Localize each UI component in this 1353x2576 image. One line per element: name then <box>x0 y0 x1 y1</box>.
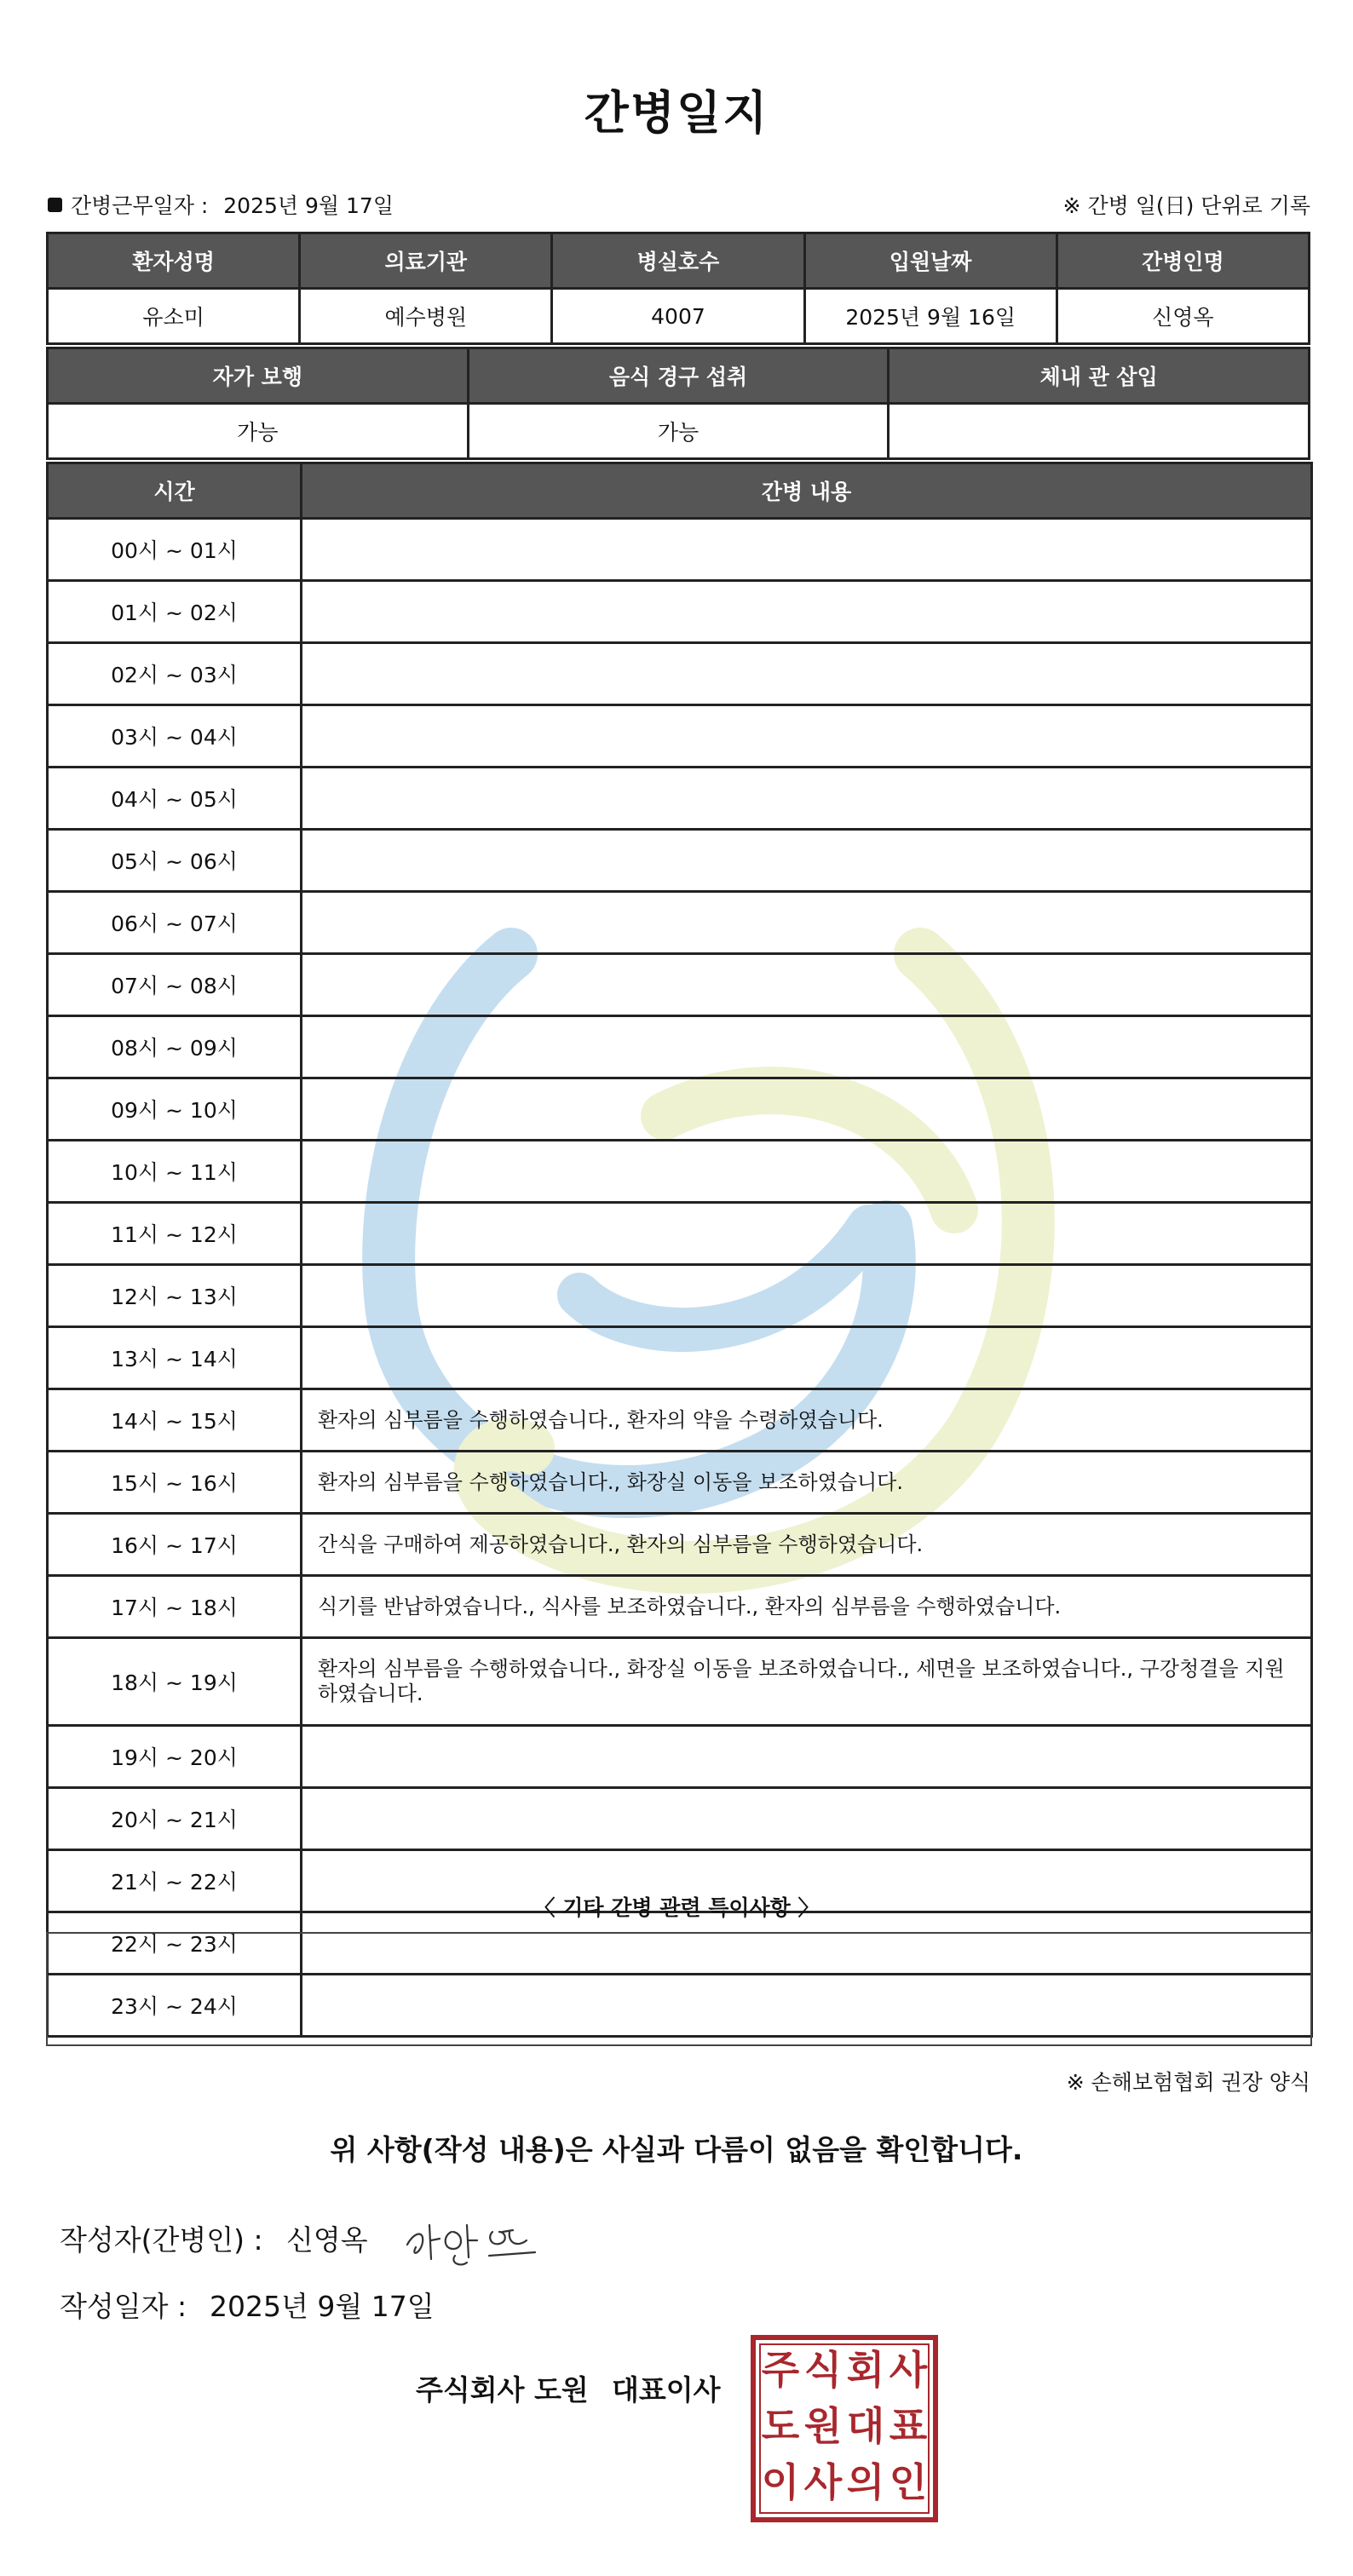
seal-character: 이 <box>761 2459 800 2505</box>
work-date-value: 2025년 9월 17일 <box>223 193 394 218</box>
log-row <box>48 643 1312 705</box>
oral-intake-value: 가능 <box>468 404 889 459</box>
log-row <box>48 1078 1312 1141</box>
log-row <box>48 1141 1312 1203</box>
remarks-box <box>46 1932 1312 2046</box>
seal-character: 의 <box>846 2459 885 2505</box>
log-time: 08시 ~ 09시 <box>48 1016 302 1078</box>
representative-title: 대표이사 <box>612 2373 721 2406</box>
log-content <box>302 1788 1312 1850</box>
log-time: 17시 ~ 18시 <box>48 1576 302 1638</box>
seal-character: 대 <box>846 2403 885 2449</box>
admission-date: 2025년 9월 16일 <box>804 289 1056 344</box>
daily-record-note: ※ 간병 일(日) 단위로 기록 <box>1062 193 1310 218</box>
log-row <box>48 1265 1312 1327</box>
handwritten-signature <box>399 2206 552 2274</box>
log-row <box>48 830 1312 892</box>
log-content <box>302 705 1312 768</box>
log-content: 환자의 심부름을 수행하였습니다., 화장실 이동을 보조하였습니다., 세면을 보조하였습니다., 구강청결을 지원하였습니다. <box>302 1638 1312 1726</box>
log-row <box>48 1452 1312 1514</box>
log-content <box>302 892 1312 954</box>
log-time: 14시 ~ 15시 <box>48 1389 302 1452</box>
seal-character: 원 <box>803 2403 843 2449</box>
care-log-table <box>46 462 1313 2038</box>
log-content <box>302 1726 1312 1788</box>
caregiver-name: 신영옥 <box>1056 289 1309 344</box>
log-content: 환자의 심부름을 수행하였습니다., 화장실 이동을 보조하였습니다. <box>302 1452 1312 1514</box>
log-row <box>48 1638 1312 1726</box>
log-time: 01시 ~ 02시 <box>48 581 302 643</box>
log-time: 09시 ~ 10시 <box>48 1078 302 1141</box>
log-content: 환자의 심부름을 수행하였습니다., 환자의 약을 수령하였습니다. <box>302 1389 1312 1452</box>
room-number: 4007 <box>552 289 804 344</box>
header-care-content: 간병 내용 <box>302 463 1312 519</box>
work-date-label: 간병근무일자 : <box>71 193 209 218</box>
log-time: 13시 ~ 14시 <box>48 1327 302 1389</box>
log-time: 19시 ~ 20시 <box>48 1726 302 1788</box>
log-row <box>48 1576 1312 1638</box>
seal-character: 주 <box>761 2347 800 2393</box>
log-content <box>302 1016 1312 1078</box>
log-time: 03시 ~ 04시 <box>48 705 302 768</box>
log-time: 02시 ~ 03시 <box>48 643 302 705</box>
log-row <box>48 519 1312 581</box>
header-caregiver-name: 간병인명 <box>1056 233 1309 289</box>
log-row <box>48 705 1312 768</box>
log-time: 21시 ~ 22시 <box>48 1850 302 1912</box>
header-self-walking: 자가 보행 <box>48 348 469 404</box>
log-content <box>302 954 1312 1016</box>
remarks-title: 〈 기타 간병 관련 특이사항 〉 <box>533 1895 820 1920</box>
log-content <box>302 1265 1312 1327</box>
log-time: 11시 ~ 12시 <box>48 1203 302 1265</box>
header-tube-insertion: 체내 관 삽입 <box>889 348 1310 404</box>
log-content <box>302 1078 1312 1141</box>
header-admission-date: 입원날짜 <box>804 233 1056 289</box>
header-oral-intake: 음식 경구 섭취 <box>468 348 889 404</box>
log-content <box>302 581 1312 643</box>
log-time: 18시 ~ 19시 <box>48 1638 302 1726</box>
log-content <box>302 1203 1312 1265</box>
header-hospital: 의료기관 <box>300 233 552 289</box>
seal-character: 표 <box>889 2403 928 2449</box>
seal-character: 사 <box>889 2347 928 2393</box>
page-title: 간병일지 <box>584 86 769 140</box>
log-time: 23시 ~ 24시 <box>48 1975 302 2037</box>
log-row <box>48 768 1312 830</box>
log-row <box>48 892 1312 954</box>
log-time: 12시 ~ 13시 <box>48 1265 302 1327</box>
log-row <box>48 1327 1312 1389</box>
bullet-square-icon <box>48 198 62 212</box>
patient-name: 유소미 <box>48 289 300 344</box>
log-time: 15시 ~ 16시 <box>48 1452 302 1514</box>
seal-character: 식 <box>803 2347 843 2393</box>
log-content <box>302 643 1312 705</box>
log-row <box>48 1016 1312 1078</box>
self-walking-value: 가능 <box>48 404 469 459</box>
patient-status-table <box>46 347 1310 460</box>
log-time: 07시 ~ 08시 <box>48 954 302 1016</box>
written-date-value: 2025년 9월 17일 <box>210 2290 435 2323</box>
log-row <box>48 1389 1312 1452</box>
confirmation-statement: 위 사항(작성 내용)은 사실과 다름이 없음을 확인합니다. <box>330 2133 1023 2166</box>
company-name: 주식회사 도원 <box>416 2373 589 2406</box>
log-content: 식기를 반납하였습니다., 식사를 보조하였습니다., 환자의 심부름을 수행하였습니다. <box>302 1576 1312 1638</box>
hospital: 예수병원 <box>300 289 552 344</box>
log-row <box>48 1726 1312 1788</box>
log-row <box>48 954 1312 1016</box>
log-time: 00시 ~ 01시 <box>48 519 302 581</box>
writer-name: 신영옥 <box>286 2223 368 2257</box>
header-time: 시간 <box>48 463 302 519</box>
work-date <box>48 189 394 220</box>
seal-character: 도 <box>761 2403 800 2449</box>
log-time: 22시 ~ 23시 <box>48 1912 302 1975</box>
seal-character: 인 <box>889 2459 928 2505</box>
writer-label: 작성자(간병인) : <box>60 2223 263 2257</box>
seal-character: 사 <box>803 2459 843 2505</box>
seal-character: 회 <box>846 2347 885 2393</box>
log-time: 10시 ~ 11시 <box>48 1141 302 1203</box>
patient-info-table <box>46 232 1310 345</box>
log-time: 16시 ~ 17시 <box>48 1514 302 1576</box>
tube-insertion-value <box>889 404 1310 459</box>
log-content <box>302 768 1312 830</box>
log-row <box>48 1514 1312 1576</box>
log-time: 20시 ~ 21시 <box>48 1788 302 1850</box>
header-room-number: 병실호수 <box>552 233 804 289</box>
log-time: 06시 ~ 07시 <box>48 892 302 954</box>
log-row <box>48 1203 1312 1265</box>
log-time: 05시 ~ 06시 <box>48 830 302 892</box>
log-content <box>302 519 1312 581</box>
log-content: 간식을 구매하여 제공하였습니다., 환자의 심부름을 수행하였습니다. <box>302 1514 1312 1576</box>
log-row <box>48 1788 1312 1850</box>
log-row <box>48 581 1312 643</box>
log-content <box>302 1141 1312 1203</box>
association-note: ※ 손해보험협회 권장 양식 <box>1066 2070 1310 2095</box>
header-patient-name: 환자성명 <box>48 233 300 289</box>
company-seal-stamp <box>750 2334 939 2523</box>
log-content <box>302 1327 1312 1389</box>
log-time: 04시 ~ 05시 <box>48 768 302 830</box>
log-content <box>302 830 1312 892</box>
written-date-label: 작성일자 : <box>60 2290 187 2323</box>
